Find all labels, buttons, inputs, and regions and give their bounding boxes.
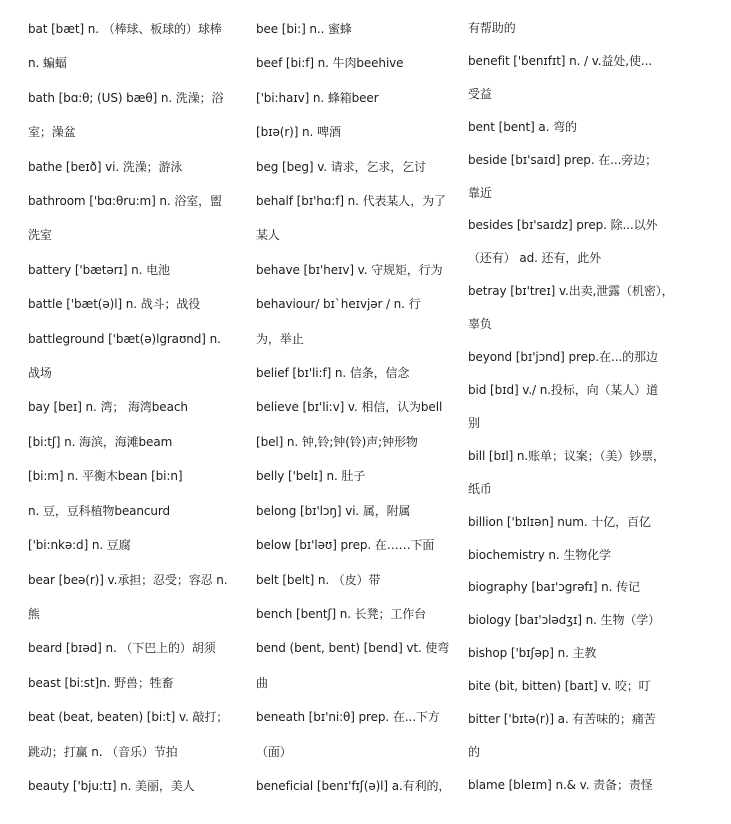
entry-line: n. 蝙蝠 bbox=[28, 56, 67, 71]
entry-line: 跳动；打赢 n. （音乐）节拍 bbox=[28, 744, 178, 759]
entry-line: beneath [bɪ'ni:θ] prep. 在...下方 bbox=[256, 710, 440, 725]
entry-line: believe [bɪ'li:v] v. 相信，认为bell bbox=[256, 400, 443, 415]
entry-line: bathe [beɪð] vi. 洗澡；游泳 bbox=[28, 159, 183, 174]
entry-line: bite (bit, bitten) [baɪt] v. 咬；叮 bbox=[468, 679, 651, 694]
entry-line: behave [bɪ'heɪv] v. 守规矩，行为 bbox=[256, 262, 443, 277]
entry-line: 为，举止 bbox=[256, 331, 304, 346]
entry-line: [bi:m] n. 平衡木bean [bi:n] bbox=[28, 469, 183, 484]
entry-line: bitter ['bɪtə(r)] a. 有苦味的；痛苦 bbox=[468, 712, 656, 727]
entry-line: beast [bi:st]n. 野兽；牲畜 bbox=[28, 675, 174, 690]
vocab-column-3 bbox=[468, 12, 703, 824]
entry-line: 纸币 bbox=[468, 481, 492, 496]
entry-line: beard [bɪəd] n. （下巴上的）胡须 bbox=[28, 641, 216, 656]
entry-line: belief [bɪ'li:f] n. 信条，信念 bbox=[256, 366, 410, 381]
entry-line: belly ['belɪ] n. 肚子 bbox=[256, 469, 366, 484]
entry-line: 室；澡盆 bbox=[28, 125, 76, 140]
entry-line: bay [beɪ] n. 湾； 海湾beach bbox=[28, 400, 188, 415]
entry-line: beyond [bɪ'jɔnd] prep.在...的那边 bbox=[468, 350, 658, 365]
entry-line: [bi:tʃ] n. 海滨，海滩beam bbox=[28, 434, 173, 449]
entry-line: 受益 bbox=[468, 86, 492, 101]
entry-line: bench [bentʃ] n. 长凳；工作台 bbox=[256, 606, 427, 621]
entry-line: betray [bɪ'treɪ] v.出卖,泄露（机密）， bbox=[468, 284, 674, 299]
entry-line: billion ['bɪlɪən] num. 十亿，百亿 bbox=[468, 514, 651, 529]
entry-line: （还有） ad. 还有，此外 bbox=[468, 251, 602, 266]
entry-line: 曲 bbox=[256, 675, 268, 690]
entry-line: beat (beat, beaten) [bi:t] v. 敲打； bbox=[28, 710, 229, 725]
entry-line: bishop ['bɪʃəp] n. 主教 bbox=[468, 646, 597, 661]
entry-line: bathroom ['bɑ:θru:m] n. 浴室，盥 bbox=[28, 194, 222, 209]
entry-line: bent [bent] a. 弯的 bbox=[468, 119, 577, 134]
entry-line: bill [bɪl] n.账单；议案；（美）钞票， bbox=[468, 448, 665, 463]
entry-line: biochemistry n. 生物化学 bbox=[468, 547, 611, 562]
entry-line: 熊 bbox=[28, 606, 40, 621]
entry-line: ['bi:nkə:d] n. 豆腐 bbox=[28, 538, 131, 553]
entry-line: benefit ['benɪfɪt] n. / v.益处,使... bbox=[468, 53, 653, 68]
entry-line: [bɪə(r)] n. 啤酒 bbox=[256, 125, 341, 140]
entry-line: below [bɪ'ləʊ] prep. 在……下面 bbox=[256, 538, 435, 553]
entry-line: battleground ['bæt(ə)lgraʊnd] n. bbox=[28, 331, 221, 346]
entry-line: 别 bbox=[468, 415, 480, 430]
entry-line: 辜负 bbox=[468, 317, 492, 332]
entry-line: bear [beə(r)] v.承担；忍受；容忍 n. bbox=[28, 572, 228, 587]
entry-line: 的 bbox=[468, 744, 480, 759]
entry-line: [bel] n. 钟,铃;钟(铃)声;钟形物 bbox=[256, 434, 418, 449]
entry-line: behalf [bɪ'hɑ:f] n. 代表某人，为了 bbox=[256, 194, 446, 209]
entry-line: 某人 bbox=[256, 228, 280, 243]
vocab-column-1 bbox=[28, 12, 256, 824]
entry-line: bid [bɪd] v./ n.投标，向（某人）道 bbox=[468, 382, 659, 397]
entry-line: beg [beg] v. 请求，乞求，乞讨 bbox=[256, 159, 426, 174]
entry-line: ['bi:haɪv] n. 蜂箱beer bbox=[256, 90, 379, 105]
entry-line: （面） bbox=[256, 744, 292, 759]
entry-line: beneficial [benɪ'fɪʃ(ə)l] a.有利的， bbox=[256, 778, 451, 793]
entry-line: bat [bæt] n. （棒球、板球的）球棒 bbox=[28, 22, 222, 36]
entry-line: battle ['bæt(ə)l] n. 战斗；战役 bbox=[28, 297, 201, 312]
entry-line: 洗室 bbox=[28, 228, 52, 243]
entry-line: bath [bɑ:θ; (US) bæθ] n. 洗澡；浴 bbox=[28, 90, 224, 105]
entry-line: beside [bɪ'saɪd] prep. 在...旁边； bbox=[468, 152, 657, 167]
entry-line: bend (bent, bent) [bend] vt. 使弯 bbox=[256, 641, 450, 656]
entry-line: belt [belt] n. （皮）带 bbox=[256, 572, 381, 587]
entry-line: behaviour/ bɪ`heɪvjər / n. 行 bbox=[256, 297, 421, 312]
entry-line: besides [bɪ'saɪdz] prep. 除...以外 bbox=[468, 218, 658, 233]
entry-line: 有帮助的 bbox=[468, 21, 516, 35]
entry-line: beauty ['bju:tɪ] n. 美丽，美人 bbox=[28, 778, 195, 793]
entry-line: biography [baɪ'ɔgrəfɪ] n. 传记 bbox=[468, 580, 640, 595]
entry-line: 战场 bbox=[28, 366, 52, 381]
entry-line: 靠近 bbox=[468, 185, 492, 200]
vocab-column-2 bbox=[256, 12, 468, 824]
entry-line: belong [bɪ'lɔŋ] vi. 属，附属 bbox=[256, 503, 411, 518]
entry-line: blame [bleɪm] n.& v. 责备；责怪 bbox=[468, 777, 653, 792]
entry-line: n. 豆，豆科植物beancurd bbox=[28, 503, 171, 518]
entry-line: bee [bi:] n.. 蜜蜂 bbox=[256, 22, 352, 36]
entry-line: battery ['bætərɪ] n. 电池 bbox=[28, 262, 170, 277]
entry-line: biology [baɪ'ɔlədʒɪ] n. 生物（学） bbox=[468, 613, 661, 628]
entry-line: beef [bi:f] n. 牛肉beehive bbox=[256, 56, 404, 71]
